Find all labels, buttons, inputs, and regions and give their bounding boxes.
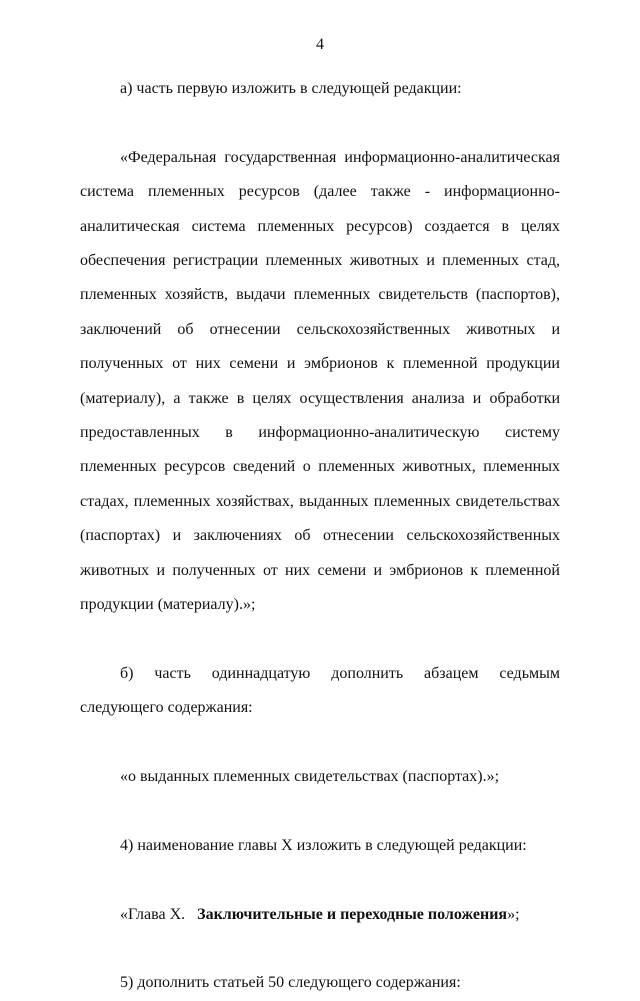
document-body	[80, 72, 560, 1001]
paragraph-chapter-heading	[80, 898, 560, 932]
paragraph-federal-system: «Федеральная государственная информационно-аналитическая система племенных ресурсов (далее также - информационно-аналитическая система племенных ресурсов) создается в целях обеспечения регистрации племенных животных и племенных стад, племенных хозяйств, выдачи племенных свидетельств (паспортов), заключений об отнесении сельскохозяйственных животных и полученных от них семени и эмбрионов к племенной продукции (материалу), а также в целях осуществления анализа и обработки предоставленных в информационно-аналитическую систему племенных ресурсов сведений о племенных животных, племенных стадах, племенных хозяйствах, выданных племенных свидетельствах (паспортах) и заключениях об отнесении сельскохозяйственных животных и полученных от них семени и эмбрионов к племенной продукции (материалу).»;	[80, 148, 560, 614]
chapter-closing: »;	[507, 905, 520, 923]
paragraph-issued-certificates: «о выданных племенных свидетельствах (паспортах).»;	[120, 768, 500, 786]
paragraph-add-article-50: 5) дополнить статьей 50 следующего содержания:	[120, 974, 461, 992]
paragraph-part-one-intro: а) часть первую изложить в следующей редакции:	[120, 80, 462, 97]
chapter-label: «Глава X.	[120, 905, 186, 923]
paragraph-part-eleven: б) часть одиннадцатую дополнить абзацем седьмым следующего содержания:	[80, 664, 560, 717]
paragraph-chapter-title-change: 4) наименование главы X изложить в следующей редакции:	[120, 836, 527, 854]
chapter-title: Заключительные и переходные положения	[197, 905, 508, 923]
page-number: 4	[316, 36, 324, 53]
